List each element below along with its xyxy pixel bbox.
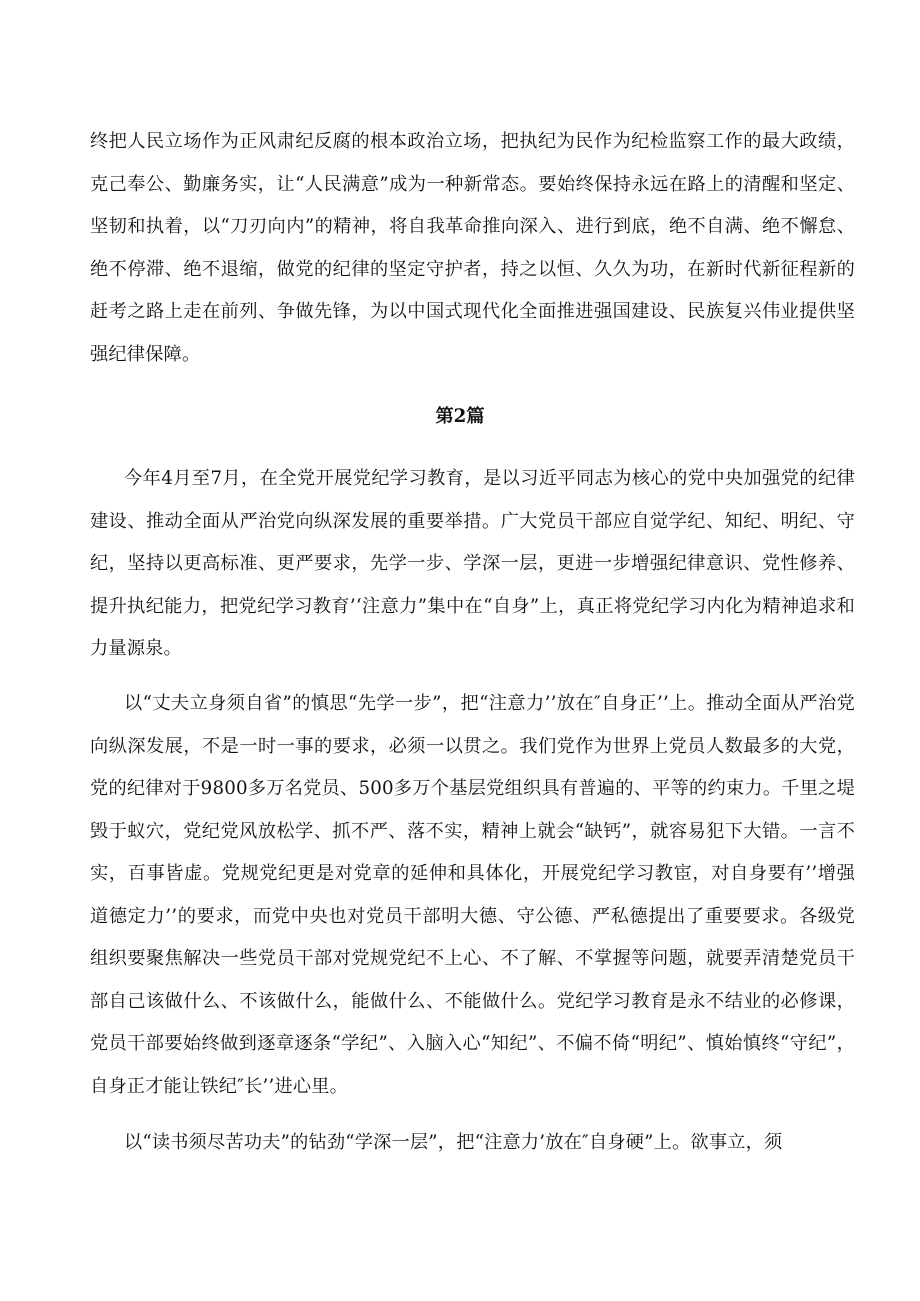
paragraph-1: 今年4月至7月，在全党开展党纪学习教育，是以习近平同志为核心的党中央加强党的纪律建设、推动全面从严治党向纵深发展的重要举措。广大党员干部应自觉学纪、知纪、明纪、守纪，坚持以更高标准、更严要求，先学一步、学深一层，更进一步增强纪律意识、党性修养、提升执纪能力，把党纪学习教育’‘注意力”集中在“自身”上，真正将党纪学习内化为精神追求和力量源泉。 <box>90 468 855 659</box>
section-heading: 第2篇 <box>435 406 485 427</box>
paragraph-3: 以“读书须尽苦功夫”的钻劲“学深一层”，把“注意力’放在″自身硬”上。欲事立，须 <box>124 1132 783 1153</box>
paragraph-continued: 终把人民立场作为正风肃纪反腐的根本政治立场，把执纪为民作为纪检监察工作的最大政绩，克己奉公、勤廉务实，让“人民满意”成为一种新常态。要始终保持永远在路上的清醒和坚定、坚韧和执着，以“刀刃向内”的精神，将自我革命推向深入、进行到底，绝不自满、绝不懈怠、绝不停滞、绝不退缩，做党的纪律的坚定守护者，持之以恒、久久为功，在新时代新征程新的赶考之路上走在前列、争做先锋，为以中国式现代化全面推进强国建设、民族复兴伟业提供坚强纪律保障。 <box>90 131 855 365</box>
paragraph-2: 以“丈夫立身须自省”的慎思“先学一步”，把“注意力’’放在″自身正’’上。推动全面从严治党向纵深发展，不是一时一事的要求，必须一以贯之。我们党作为世界上党员人数最多的大党，党的纪律对于9800多万名党员、500多万个基层党组织具有普遍的、平等的约束力。千里之堤毁于蚁穴，党纪党风放松学、抓不严、落不实，精神上就会“缺钙”，就容易犯下大错。一言不实，百事皆虚。党规党纪更是对党章的延伸和具体化，开展党纪学习教宦，对自身要有’’增强道德定力’’的要求，而党中央也对党员干部明大德、守公德、严私德提出了重要要求。各级党组织要聚焦解决一些党员干部对党规党纪不上心、不了解、不掌握等问题，就要弄清楚党员干部自己该做什么、不该做什么，能做什么、不能做什么。党纪学习教育是永不结业的必修课，党员干部要始终做到逐章逐条“学纪”、入脑入心“知纪”、不偏不倚“明纪”、慎始慎终“守纪”，自身正才能让铁纪″长’’进心里。 <box>90 693 855 1097</box>
